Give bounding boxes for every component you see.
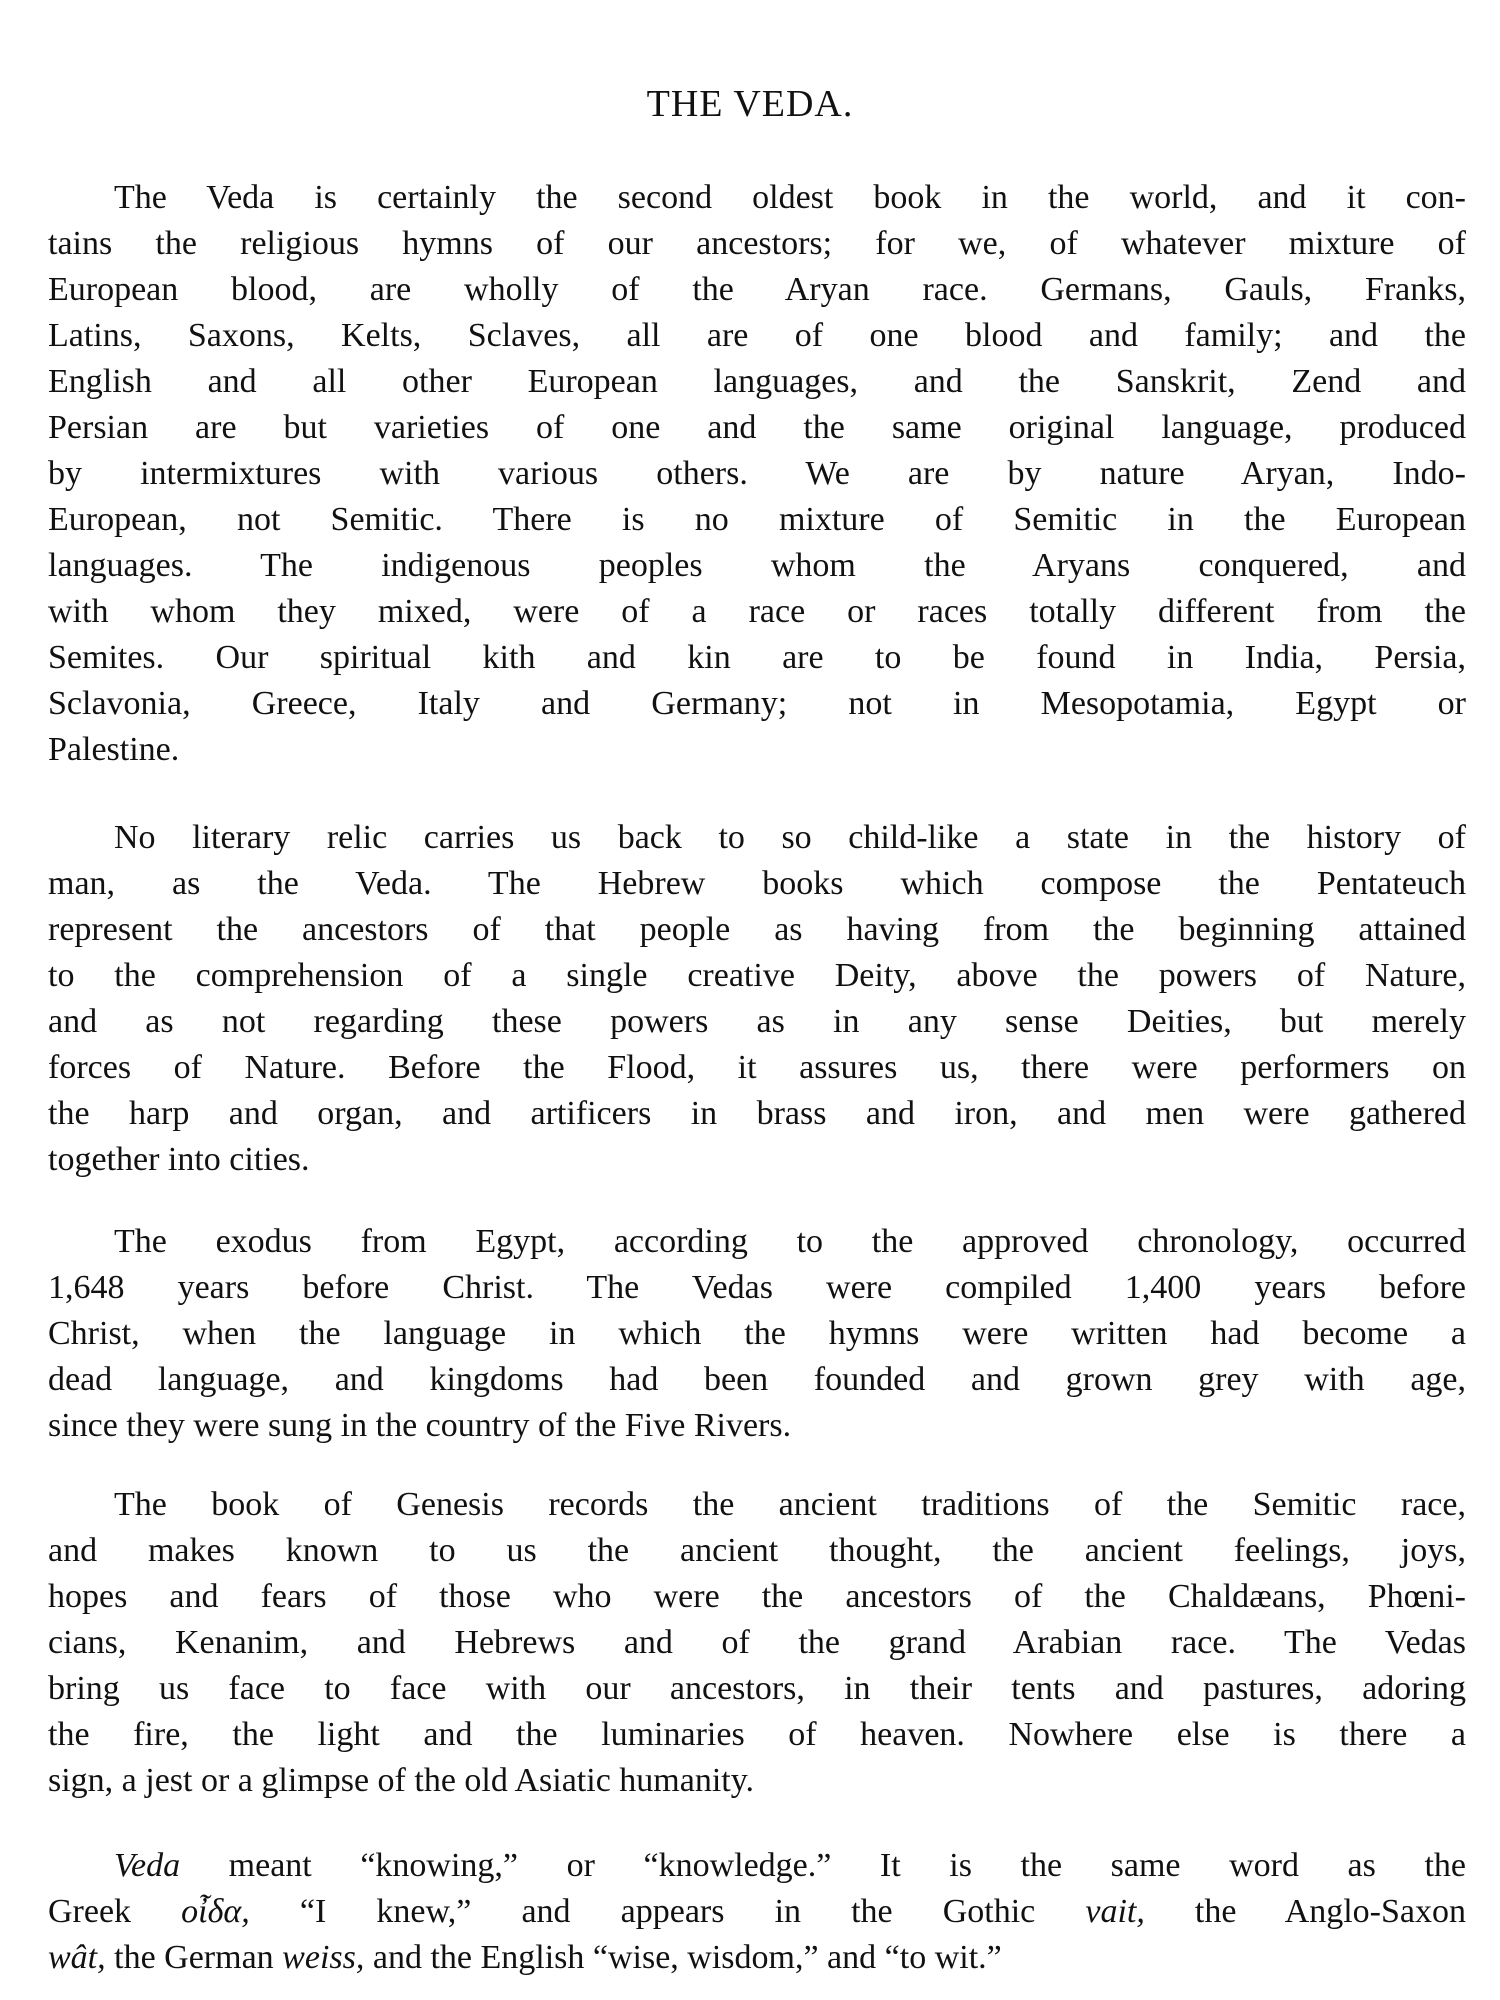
paragraph-exodus: [48, 1219, 1466, 1449]
paragraph-veda-oldest-book: [48, 175, 1466, 773]
text-line: Sclavonia, Greece, Italy and Germany; not in Mesopotamia, Egypt or: [48, 685, 1466, 722]
text-line: The exodus from Egypt, according to the approved chronology, occurred: [114, 1223, 1466, 1260]
paragraph-genesis: [48, 1482, 1466, 1804]
text-line: Persian are but varieties of one and the same original language, produced: [48, 409, 1466, 446]
text-line: since they were sung in the country of the Five Rivers.: [48, 1407, 792, 1444]
text-line: Latins, Saxons, Kelts, Sclaves, all are of one blood and family; and the: [48, 317, 1466, 354]
text-line: forces of Nature. Before the Flood, it assures us, there were performers on: [48, 1049, 1466, 1086]
text-line: sign, a jest or a glimpse of the old Asiatic humanity.: [48, 1762, 755, 1799]
text-line: with whom they mixed, were of a race or races totally different from the: [48, 593, 1466, 630]
paragraph-literary-relic: [48, 815, 1466, 1183]
text-line: European blood, are wholly of the Aryan race. Germans, Gauls, Franks,: [48, 271, 1466, 308]
text-line: Palestine.: [48, 731, 180, 768]
paragraph-veda-meaning: [48, 1843, 1466, 1981]
text-line: to the comprehension of a single creative Deity, above the powers of Nature,: [48, 957, 1466, 994]
text-line: 1,648 years before Christ. The Vedas were compiled 1,400 years before: [48, 1269, 1466, 1306]
text-line: the fire, the light and the luminaries of heaven. Nowhere else is there a: [48, 1716, 1466, 1753]
text-line: cians, Kenanim, and Hebrews and of the grand Arabian race. The Vedas: [48, 1624, 1466, 1661]
word-anglo-saxon: wât,: [48, 1939, 106, 1976]
text-line: and as not regarding these powers as in any sense Deities, but merely: [48, 1003, 1466, 1040]
text-line: Christ, when the language in which the hymns were written had become a: [48, 1315, 1466, 1352]
text-line: languages. The indigenous peoples whom the Aryans conquered, and: [48, 547, 1466, 584]
word-greek: οἶδα,: [181, 1893, 250, 1930]
text-line: dead language, and kingdoms had been founded and grown grey with age,: [48, 1361, 1466, 1398]
text-line: the harp and organ, and artificers in brass and iron, and men were gathered: [48, 1095, 1466, 1132]
text-line: tains the religious hymns of our ancestors; for we, of whatever mixture of: [48, 225, 1466, 262]
text-line: hopes and fears of those who were the ancestors of the Chaldæans, Phœni-: [48, 1578, 1466, 1615]
text-run: the German: [105, 1939, 283, 1976]
text-line: [48, 1889, 1466, 1935]
text-line: represent the ancestors of that people as having from the beginning attained: [48, 911, 1466, 948]
text-line: No literary relic carries us back to so child-like a state in the history of: [114, 819, 1466, 856]
word-veda: Veda: [114, 1847, 181, 1884]
text-run: and the English “wise, wisdom,” and “to wit.”: [364, 1939, 1002, 1976]
text-line: English and all other European languages, and the Sanskrit, Zend and: [48, 363, 1466, 400]
text-line: together into cities.: [48, 1141, 310, 1178]
text-line: by intermixtures with various others. We are by nature Aryan, Indo-: [48, 455, 1466, 492]
text-line: The book of Genesis records the ancient traditions of the Semitic race,: [114, 1486, 1466, 1523]
word-german: weiss,: [282, 1939, 365, 1976]
text-line: [48, 1935, 1466, 1981]
text-run: meant “knowing,” or “knowledge.” It is the same word as the: [180, 1847, 1466, 1884]
text-line: bring us face to face with our ancestors, in their tents and pastures, adoring: [48, 1670, 1466, 1707]
page-title: THE VEDA.: [646, 83, 854, 125]
text-line: European, not Semitic. There is no mixture of Semitic in the European: [48, 501, 1466, 538]
text-line: man, as the Veda. The Hebrew books which compose the Pentateuch: [48, 865, 1466, 902]
text-run: Greek: [48, 1893, 182, 1930]
text-run: the Anglo-Saxon: [1144, 1893, 1467, 1930]
text-line: The Veda is certainly the second oldest book in the world, and it con-: [114, 179, 1466, 216]
text-line: and makes known to us the ancient thought, the ancient feelings, joys,: [48, 1532, 1466, 1569]
text-line: [48, 1843, 1466, 1889]
text-line: Semites. Our spiritual kith and kin are to be found in India, Persia,: [48, 639, 1466, 676]
text-run: “I knew,” and appears in the Gothic: [249, 1893, 1086, 1930]
word-gothic: vait,: [1085, 1893, 1145, 1930]
